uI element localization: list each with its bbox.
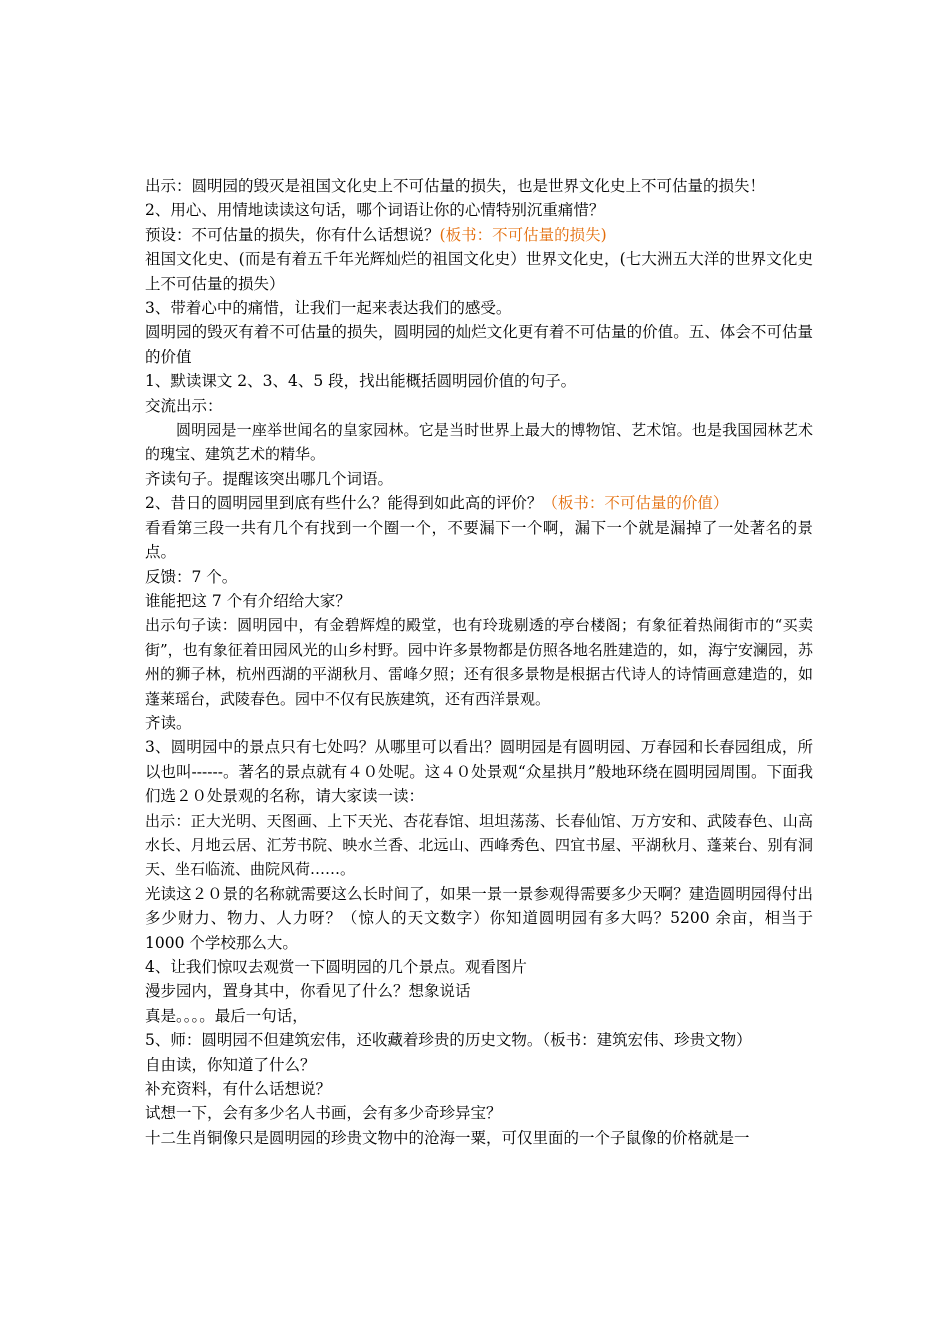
paragraph: 漫步园内，置身其中，你看见了什么？想象说话 [145, 982, 471, 1001]
paragraph: 圆明园的毁灭有着不可估量的损失，圆明园的灿烂文化更有着不可估量的价值。五、体会不可估量的价值 [145, 323, 813, 366]
paragraph: 1、默读课文 2、3、4、5 段，找出能概括圆明园价值的句子。 [145, 372, 577, 391]
paragraph: 看看第三段一共有几个有找到一个圈一个，不要漏下一个啊，漏下一个就是漏掉了一处著名的景点。 [145, 518, 813, 562]
paragraph [145, 223, 813, 247]
paragraph: 真是。。。。最后一句话， [145, 1006, 308, 1025]
paragraph: 5、师：圆明园不但建筑宏伟，还收藏着珍贵的历史文物。（板书：建筑宏伟、珍贵文物） [145, 1031, 752, 1050]
paragraph: 3、带着心中的痛惜，让我们一起来表达我们的感受。 [145, 299, 512, 318]
paragraph: 3、圆明园中的景点只有七处吗？从哪里可以看出？圆明园是有圆明园、万春园和长春园组成，所以也叫------。著名的景点就有４０处呢。这４０处景观“众星拱月”般地环绕在圆明园周围。下面我们选２０处景观的名称，请大家读一读： [145, 738, 813, 806]
paragraph: 试想一下，会有多少名人书画，会有多少奇珍异宝？ [145, 1104, 502, 1123]
paragraph: 谁能把这 7 个有介绍给大家？ [145, 591, 351, 610]
quote-paragraph: 出示句子读：圆明园中，有金碧辉煌的殿堂，也有玲珑剔透的亭台楼阁；有象征着热闹街市的“买卖街”，也有象征着田园风光的山乡村野。园中许多景物都是仿照各地名胜建造的，如，海宁安澜园，苏州的狮子林，杭州西湖的平湖秋月、雷峰夕照；还有很多景物是根据古代诗人的诗情画意建造的，如蓬莱瑶台，武陵春色。园中不仅有民族建筑，还有西洋景观。 [145, 616, 813, 708]
paragraph: 祖国文化史、(而是有着五千年光辉灿烂的祖国文化史）世界文化史，(七大洲五大洋的世界文化史上不可估量的损失） [145, 250, 813, 293]
paragraph-text: 预设：不可估量的损失，你有什么话想说？ [145, 225, 440, 244]
document-body [145, 174, 813, 1150]
paragraph: 十二生肖铜像只是圆明园的珍贵文物中的沧海一粟，可仅里面的一个子鼠像的价格就是一 [145, 1128, 750, 1147]
paragraph: 出示：圆明园的毁灭是祖国文化史上不可估量的损失，也是世界文化史上不可估量的损失！ [145, 177, 766, 195]
paragraph: 反馈：7 个。 [145, 567, 238, 586]
board-note: （板书：不可估量的价值） [542, 494, 729, 513]
paragraph: 2、用心、用情地读读这句话，哪个词语让你的心情特别沉重痛惜？ [145, 201, 605, 220]
paragraph: 齐读。 [145, 713, 192, 732]
paragraph [145, 491, 813, 515]
paragraph-text: 2、昔日的圆明园里到底有些什么？能得到如此高的评价？ [145, 494, 543, 513]
paragraph: 自由读，你知道了什么？ [145, 1055, 316, 1074]
paragraph: 补充资料，有什么话想说？ [145, 1080, 332, 1099]
paragraph: 齐读句子。提醒该突出哪几个词语。 [145, 469, 394, 488]
quote-paragraph: 圆明园是一座举世闻名的皇家园林。它是当时世界上最大的博物馆、艺术馆。也是我国园林艺术的瑰宝、建筑艺术的精华。 [145, 421, 813, 464]
paragraph: 交流出示： [145, 396, 223, 415]
quote-paragraph: 出示：正大光明、天图画、上下天光、杏花春馆、坦坦荡荡、长春仙馆、万方安和、武陵春色、山高水长、月地云居、汇芳书院、映水兰香、北远山、西峰秀色、四宜书屋、平湖秋月、蓬莱台、别有洞天、坐石临流、曲院风荷……。 [145, 811, 813, 879]
paragraph: 4、让我们惊叹去观赏一下圆明园的几个景点。观看图片 [145, 958, 527, 976]
paragraph: 光读这２０景的名称就需要这么长时间了，如果一景一景参观得需要多少天啊？建造圆明园得付出多少财力、物力、人力呀？（惊人的天文数字）你知道圆明园有多大吗？5200 余亩，相当于 1000 个学校那么大。 [145, 884, 813, 952]
board-note: (板书：不可估量的损失) [439, 225, 607, 244]
